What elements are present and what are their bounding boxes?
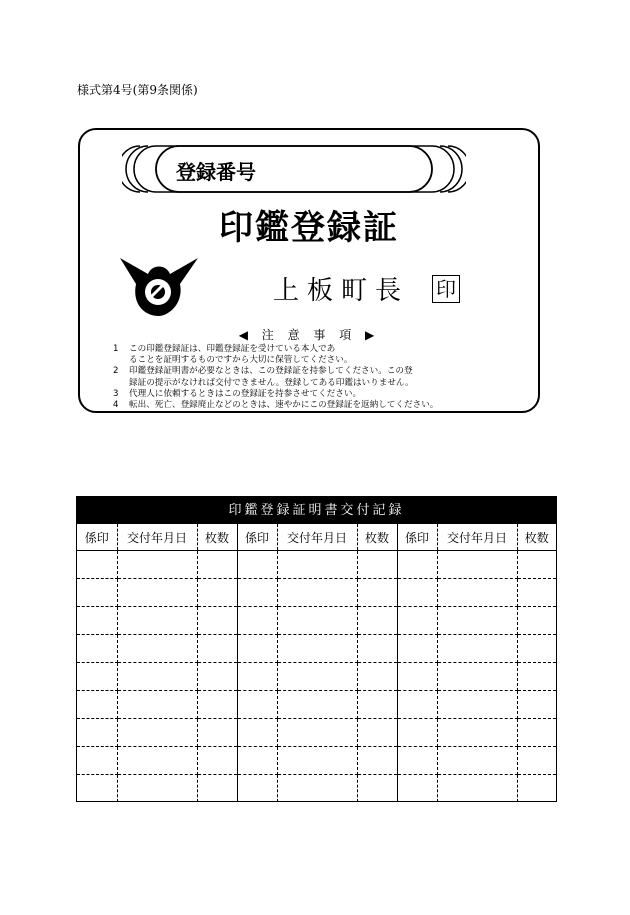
column-header: 係印 — [237, 524, 277, 551]
table-row — [77, 719, 556, 747]
record-cell[interactable] — [117, 719, 197, 747]
record-cell[interactable] — [77, 775, 117, 803]
registration-card — [78, 128, 540, 413]
record-cell[interactable] — [237, 635, 277, 663]
record-cell[interactable] — [357, 635, 397, 663]
table-row — [77, 607, 556, 635]
record-cell[interactable] — [277, 691, 357, 719]
column-header: 係印 — [397, 524, 437, 551]
record-cell[interactable] — [197, 551, 237, 579]
official-seal-mark: 印 — [432, 275, 460, 303]
record-cell[interactable] — [237, 607, 277, 635]
record-cell[interactable] — [517, 663, 556, 691]
note-line: この印鑑登録証は、印鑑登録証を受けている本人であ — [129, 344, 336, 354]
record-cell[interactable] — [117, 747, 197, 775]
note-number: 2 — [113, 366, 119, 377]
record-cell[interactable] — [517, 635, 556, 663]
record-cell[interactable] — [397, 551, 437, 579]
record-cell[interactable] — [117, 635, 197, 663]
column-header: 交付年月日 — [117, 524, 197, 551]
record-cell[interactable] — [237, 579, 277, 607]
record-cell[interactable] — [277, 579, 357, 607]
record-cell[interactable] — [437, 775, 517, 803]
record-header-row — [77, 524, 556, 551]
note-number: 1 — [113, 344, 119, 354]
record-cell[interactable] — [517, 551, 556, 579]
column-header: 交付年月日 — [277, 524, 357, 551]
record-cell[interactable] — [237, 719, 277, 747]
note-number: 3 — [113, 388, 119, 399]
record-cell[interactable] — [437, 663, 517, 691]
note-item — [113, 366, 533, 388]
record-cell[interactable] — [117, 579, 197, 607]
record-cell[interactable] — [517, 775, 556, 803]
record-cell[interactable] — [197, 691, 237, 719]
record-cell[interactable] — [237, 551, 277, 579]
record-cell[interactable] — [397, 579, 437, 607]
record-cell[interactable] — [77, 719, 117, 747]
registration-box-frame — [122, 144, 466, 194]
record-cell[interactable] — [277, 775, 357, 803]
record-cell[interactable] — [277, 607, 357, 635]
record-cell[interactable] — [277, 663, 357, 691]
record-cell[interactable] — [357, 747, 397, 775]
record-cell[interactable] — [77, 663, 117, 691]
record-cell[interactable] — [237, 747, 277, 775]
record-cell[interactable] — [437, 691, 517, 719]
record-cell[interactable] — [117, 663, 197, 691]
record-cell[interactable] — [77, 579, 117, 607]
column-header: 枚数 — [357, 524, 397, 551]
record-cell[interactable] — [237, 691, 277, 719]
registration-number-label: 登録番号 — [176, 160, 256, 184]
record-cell[interactable] — [397, 719, 437, 747]
record-cell[interactable] — [237, 775, 277, 803]
column-header: 交付年月日 — [437, 524, 517, 551]
record-cell[interactable] — [77, 691, 117, 719]
note-line: ることを証明するものですから大切に保管してください。 — [129, 355, 353, 366]
record-cell[interactable] — [77, 607, 117, 635]
table-row — [77, 579, 556, 607]
record-cell[interactable] — [277, 635, 357, 663]
column-header: 枚数 — [517, 524, 556, 551]
record-cell[interactable] — [117, 691, 197, 719]
registration-number-box — [122, 144, 466, 194]
note-line: 転出、死亡、登録廃止などのときは、速やかにこの登録証を返納してください。 — [129, 400, 439, 411]
table-row — [77, 747, 556, 775]
record-body — [77, 551, 556, 803]
record-cell[interactable] — [197, 635, 237, 663]
record-title: 印鑑登録証明書交付記録 — [77, 497, 556, 524]
record-cell[interactable] — [117, 607, 197, 635]
record-cell[interactable] — [517, 607, 556, 635]
record-grid — [77, 524, 556, 802]
notes-title: ◀ 注 意 事 項 ▶ — [238, 328, 380, 342]
table-row — [77, 775, 556, 803]
record-cell[interactable] — [357, 579, 397, 607]
record-cell[interactable] — [197, 719, 237, 747]
town-emblem-icon — [118, 254, 200, 318]
record-cell[interactable] — [357, 663, 397, 691]
column-header: 係印 — [77, 524, 117, 551]
note-item — [113, 389, 533, 400]
mayor-title: 上板町長 — [273, 276, 410, 306]
record-cell[interactable] — [437, 747, 517, 775]
record-cell[interactable] — [117, 551, 197, 579]
table-row — [77, 551, 556, 579]
record-cell[interactable] — [357, 607, 397, 635]
record-cell[interactable] — [357, 719, 397, 747]
record-cell[interactable] — [77, 551, 117, 579]
record-cell[interactable] — [77, 747, 117, 775]
record-cell[interactable] — [437, 551, 517, 579]
record-cell[interactable] — [357, 775, 397, 803]
record-cell[interactable] — [437, 607, 517, 635]
record-cell[interactable] — [357, 551, 397, 579]
record-cell[interactable] — [197, 663, 237, 691]
record-cell[interactable] — [277, 551, 357, 579]
record-cell[interactable] — [397, 663, 437, 691]
record-cell[interactable] — [197, 747, 237, 775]
record-cell[interactable] — [517, 579, 556, 607]
record-cell[interactable] — [437, 719, 517, 747]
note-line: 代理人に依頼するときはこの登録証を持参させてください。 — [129, 388, 362, 399]
record-cell[interactable] — [77, 635, 117, 663]
record-cell[interactable] — [197, 607, 237, 635]
note-line: 録証の提示がなければ交付できません。登録してある印鑑はいりません。 — [129, 377, 414, 388]
note-item — [113, 400, 533, 411]
table-row — [77, 635, 556, 663]
card-title: 印鑑登録証 — [219, 208, 399, 248]
table-row — [77, 691, 556, 719]
record-cell[interactable] — [397, 775, 437, 803]
record-cell[interactable] — [437, 579, 517, 607]
record-cell[interactable] — [357, 691, 397, 719]
record-cell[interactable] — [117, 775, 197, 803]
record-cell[interactable] — [397, 691, 437, 719]
record-cell[interactable] — [397, 635, 437, 663]
record-cell[interactable] — [517, 691, 556, 719]
notes-list — [113, 344, 533, 411]
record-cell[interactable] — [517, 719, 556, 747]
record-cell[interactable] — [277, 719, 357, 747]
issuance-record-table — [76, 496, 557, 802]
column-header: 枚数 — [197, 524, 237, 551]
record-cell[interactable] — [397, 747, 437, 775]
record-cell[interactable] — [197, 579, 237, 607]
record-cell[interactable] — [517, 747, 556, 775]
form-number: 様式第4号(第9条関係) — [77, 83, 198, 97]
note-number: 4 — [113, 400, 119, 411]
record-cell[interactable] — [277, 747, 357, 775]
record-cell[interactable] — [237, 663, 277, 691]
record-cell[interactable] — [437, 635, 517, 663]
table-row — [77, 663, 556, 691]
record-cell[interactable] — [397, 607, 437, 635]
note-item — [113, 344, 533, 366]
note-line: 印鑑登録証明書が必要なときは、この登録証を持参してください。この登 — [129, 366, 413, 377]
record-cell[interactable] — [197, 775, 237, 803]
